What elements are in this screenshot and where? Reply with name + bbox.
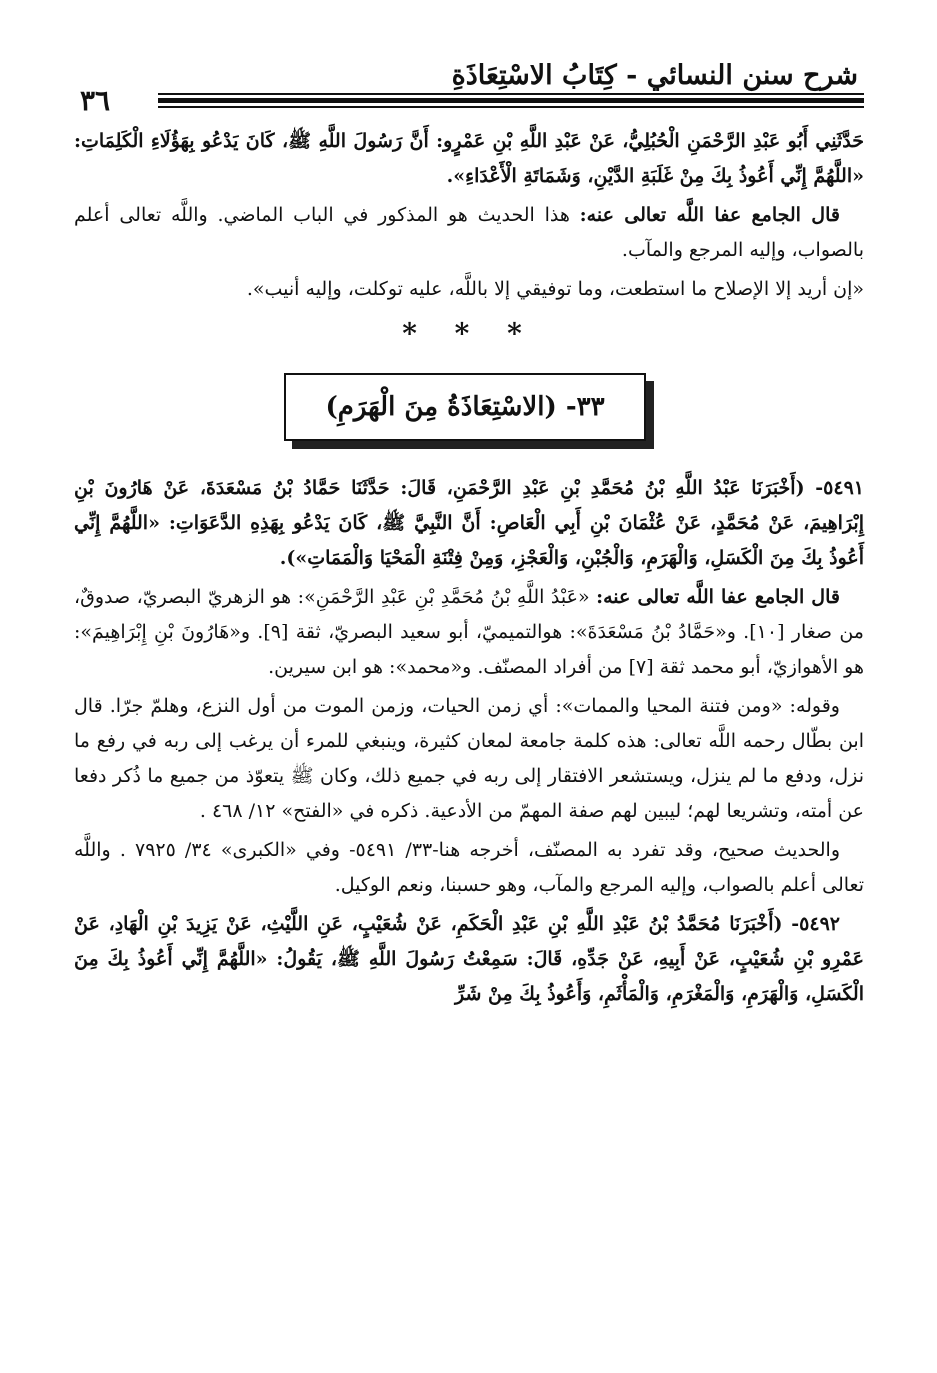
header-rule-thick — [158, 98, 864, 103]
header-rule-bottom — [158, 106, 864, 108]
hadith-5491: ٥٤٩١- (أَخْبَرَنَا عَبْدُ اللَّهِ بْنُ مُحَمَّدِ بْنِ عَبْدِ الرَّحْمَنِ، قَالَ: حَدَّثَنَا حَمَّادُ بْنُ مَسْعَدَةَ، عَنْ هَارُونَ بْنِ إِبْرَاهِيمَ، عَنْ مُحَمَّدٍ، عَنْ عُثْمَانَ بْنِ أَبِي الْعَاصِ: أَنَّ النَّبِيَّ ﷺ، كَانَ يَدْعُو بِهَذِهِ الدَّعَوَاتِ: «اللَّهُمَّ إِنِّي أَعُوذُ بِكَ مِنَ الْكَسَلِ، وَالْهَرَمِ، وَالْجُبْنِ، وَالْعَجْزِ، وَمِنْ فِتْنَةِ الْمَحْيَا وَالْمَمَاتِ»). — [74, 477, 864, 569]
takhrij-paragraph: والحديث صحيح، وقد تفرد به المصنّف، أخرجه هنا-٣٣/ ٥٤٩١- وفي «الكبرى» ٣٤/ ٧٩٢٥ . واللَّه تعالى أعلم بالصواب، وإليه المرجع والمآب، وهو حسبنا، ونعم الوكيل. — [74, 839, 864, 896]
commentary-paragraph — [74, 198, 864, 268]
page-body — [74, 124, 864, 1016]
hadith-5492: ٥٤٩٢- (أَخْبَرَنَا مُحَمَّدُ بْنُ عَبْدِ اللَّهِ بْنِ عَبْدِ الْحَكَمِ، عَنْ شُعَيْبٍ، عَنِ اللَّيْثِ، عَنْ يَزِيدَ بْنِ الْهَادِ، عَنْ عَمْرِو بْنِ شُعَيْبٍ، عَنْ أَبِيهِ، عَنْ جَدِّهِ، قَالَ: سَمِعْتُ رَسُولَ اللَّهِ ﷺ، يَقُولُ: «اللَّهُمَّ إِنِّي أَعُوذُ بِكَ مِنَ الْكَسَلِ، وَالْهَرَمِ، وَالْمَغْرَمِ، وَالْمَأْثَمِ، وَأَعُوذُ بِكَ مِنْ شَرِّ — [74, 913, 864, 1005]
page-number: ٣٦ — [80, 84, 111, 117]
header-rule-top — [158, 93, 864, 95]
section-divider-stars: * * * — [402, 317, 536, 350]
closing-quote: «إن أريد إلا الإصلاح ما استطعت، وما توفيقي إلا باللَّه، عليه توكلت، وإليه أنيب». — [246, 278, 864, 300]
hadith-chain-continuation: حَدَّثَنِي أَبُو عَبْدِ الرَّحْمَنِ الْحُبُلِيُّ، عَنْ عَبْدِ اللَّهِ بْنِ عَمْرٍو: أَنَّ رَسُولَ اللَّهِ ﷺ، كَانَ يَدْعُو بِهَؤُلَاءِ الْكَلِمَاتِ: «اللَّهُمَّ إِنِّي أَعُوذُ بِكَ مِنْ غَلَبَةِ الدَّيْنِ، وَشَمَاتَةِ الْأَعْدَاءِ». — [74, 130, 864, 187]
chapter-heading-title: ٣٣- (الاسْتِعَاذَةُ مِنَ الْهَرَمِ) — [284, 373, 646, 441]
commentary-paragraph — [74, 580, 864, 685]
running-head-title: شرح سنن النسائي - كِتَابُ الاسْتِعَاذَةِ — [451, 60, 858, 91]
book-page — [74, 54, 864, 1354]
commentary-label: قال الجامع عفا اللَّه تعالى عنه: — [596, 586, 840, 608]
running-header — [74, 54, 864, 117]
commentary-label: قال الجامع عفا اللَّه تعالى عنه: — [579, 204, 840, 226]
commentary-text: هذا الحديث هو المذكور في الباب الماضي. واللَّه تعالى أعلم بالصواب، وإليه المرجع والمآب. — [74, 204, 864, 261]
narrator-notes: «عَبْدُ اللَّهِ بْنُ مُحَمَّدِ بْنِ عَبْدِ الرَّحْمَنِ»: هو الزهريّ البصريّ، صدوقٌ، من صغار [١٠]. و«حَمَّادُ بْنُ مَسْعَدَةَ»: هوالتميميّ، أبو سعيد البصريّ، ثقة [٩]. و«هَارُونَ بْنِ إِبْرَاهِيمَ»: هو الأهوازيّ، أبو محمد ثقة [٧] من أفراد المصنّف. و«محمد»: هو ابن سيرين. — [74, 586, 864, 678]
chapter-heading — [284, 373, 654, 449]
explanation-paragraph: وقوله: «ومن فتنة المحيا والممات»: أي زمن الحيات، وزمن الموت من أول النزع، وهلمّ جرّا. قال ابن بطّال رحمه اللَّه تعالى: هذه كلمة جامعة لمعان كثيرة، وينبغي للمرء أن يرغب إلى ربه في رفع ما نزل، ودفع ما لم ينزل، ويستشعر الافتقار إلى ربه في جميع ذلك، وكان ﷺ يتعوّذ من جميع ما ذُكر دفعا عن أمته، وتشريعا لهم؛ ليبين لهم صفة المهمّ من الأدعية. ذكره في «الفتح» ١٢/ ٤٦٨ . — [74, 695, 864, 822]
